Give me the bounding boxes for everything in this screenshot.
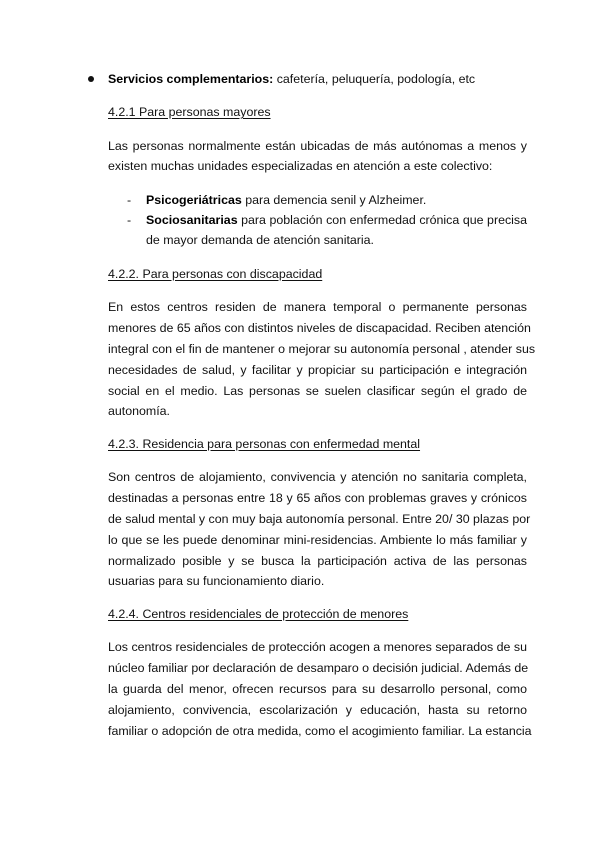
para-423-line: usuarias para su funcionamiento diario. — [108, 574, 325, 588]
list-item — [146, 212, 527, 228]
list-item-bold: Psicogeriátricas — [146, 193, 242, 207]
para-422-line: integral con el fin de mantener o mejorar su autonomía personal , atender sus — [108, 342, 536, 356]
dash-icon: - — [127, 213, 132, 227]
bullet-item — [108, 71, 527, 87]
bullet-icon — [88, 76, 94, 82]
para-422-line: social en el medio. Las personas se suelen clasificar según el grado de — [108, 384, 527, 398]
list-item-text: para población con enfermedad crónica que precisa — [237, 213, 527, 227]
bullet-text: cafetería, peluquería, podología, etc — [273, 72, 476, 86]
list-item-continuation: de mayor demanda de atención sanitaria. — [146, 233, 374, 247]
para-424-line: la guarda del menor, ofrecen recursos para su desarrollo personal, como — [108, 682, 527, 696]
heading-422: 4.2.2. Para personas con discapacidad — [108, 267, 323, 281]
para-422-line: necesidades de salud, y facilitar y propiciar su participación e integración — [108, 363, 527, 377]
para-423-line: normalizado posible y se busca la participación activa de las personas — [108, 554, 527, 568]
para-423-line: Son centros de alojamiento, convivencia y atención no sanitaria completa, — [108, 470, 527, 484]
heading-423: 4.2.3. Residencia para personas con enfermedad mental — [108, 437, 421, 451]
list-item-bold: Sociosanitarias — [146, 213, 238, 227]
bullet-bold: Servicios complementarios: — [108, 72, 274, 86]
heading-424: 4.2.4. Centros residenciales de protección de menores — [108, 607, 409, 621]
heading-421: 4.2.1 Para personas mayores — [108, 105, 271, 119]
para-423-line: lo que se les puede denominar mini-residencias. Ambiente lo más familiar y — [108, 533, 527, 547]
para-422-line: autonomía. — [108, 404, 170, 418]
list-item-text: para demencia senil y Alzheimer. — [241, 193, 427, 207]
para-423-line: de salud mental y con muy baja autonomía personal. Entre 20/ 30 plazas por — [108, 512, 531, 526]
para-424-line: núcleo familiar por declaración de desamparo o decisión judicial. Además de — [108, 661, 529, 675]
para-422-line: menores de 65 años con distintos niveles de discapacidad. Reciben atención — [108, 321, 531, 335]
para-421-line: Las personas normalmente están ubicadas de más autónomas a menos y — [108, 139, 527, 153]
para-424-line: alojamiento, convivencia, escolarización y educación, hasta su retorno — [108, 703, 527, 717]
para-422-line: En estos centros residen de manera temporal o permanente personas — [108, 300, 527, 314]
dash-icon: - — [127, 193, 132, 207]
para-424-line: familiar o adopción de otra medida, como el acogimiento familiar. La estancia — [108, 724, 532, 738]
list-item — [146, 192, 527, 208]
para-424-line: Los centros residenciales de protección acogen a menores separados de su — [108, 640, 527, 654]
para-421-line: existen muchas unidades especializadas en atención a este colectivo: — [108, 159, 493, 173]
para-423-line: destinadas a personas entre 18 y 65 años con problemas graves y crónicos — [108, 491, 527, 505]
